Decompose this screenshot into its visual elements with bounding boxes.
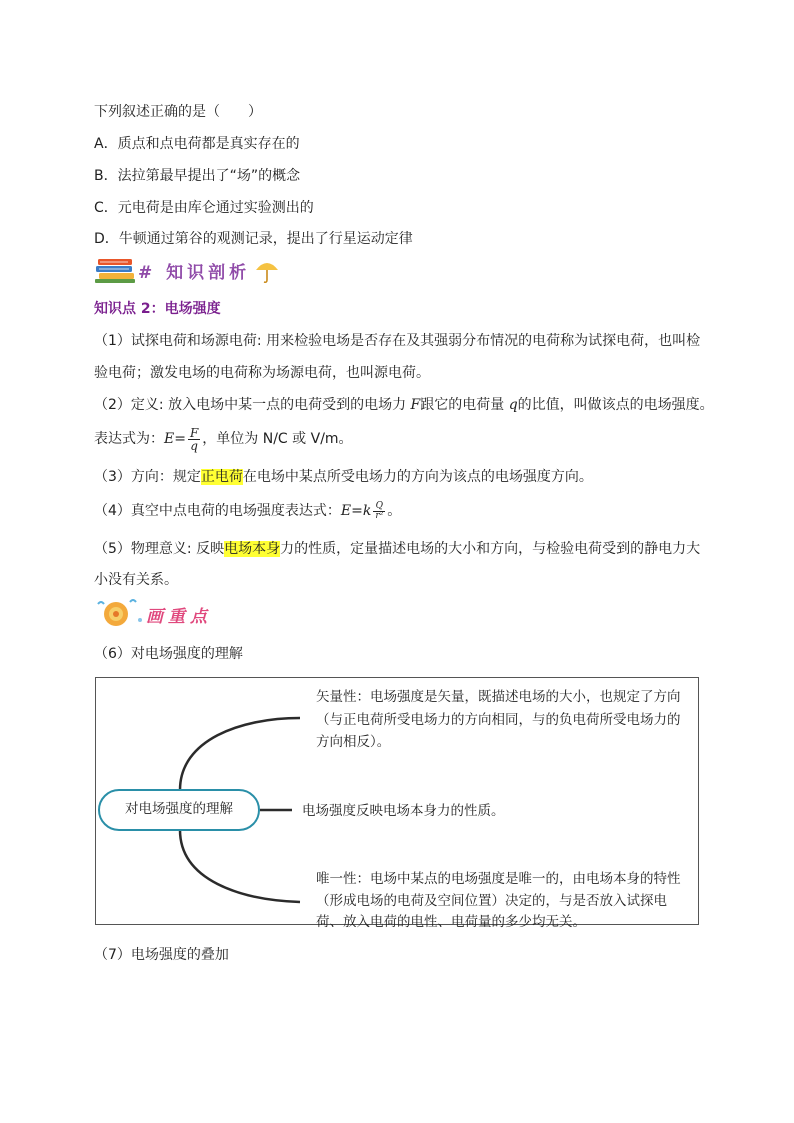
- mindmap-center-node: 对电场强度的理解: [98, 789, 260, 831]
- p4-denominator: r²: [375, 510, 384, 521]
- mindmap-middle: 电场强度反映电场本身力的性质。: [302, 803, 505, 819]
- symbol-q: q: [508, 397, 518, 413]
- expr-numerator: F: [189, 425, 199, 440]
- para-1-line-2: 验电荷；激发电场的电荷称为场源电荷，也叫源电荷。: [94, 365, 430, 381]
- option-d: D．牛顿通过第谷的观测记录，提出了行星运动定律: [94, 231, 413, 247]
- para-2-mid: 跟它的电荷量: [420, 397, 509, 413]
- para-2-pre: （2）定义: 放入电场中某一点的电荷受到的电场力: [94, 397, 411, 413]
- para-5-post: 力的性质，定量描述电场的大小和方向，与检验电荷受到的静电力大: [280, 541, 701, 557]
- para-6: （6）对电场强度的理解: [94, 646, 243, 662]
- expr-post: ，单位为 N/C 或 V/m。: [202, 431, 353, 447]
- mindmap-top-line-2: （与正电荷所受电场力的方向相同，与的负电荷所受电场力的: [316, 712, 681, 728]
- symbol-f: F: [410, 397, 421, 413]
- expr-eq: =: [174, 431, 186, 447]
- p4-k: k: [362, 503, 372, 519]
- para-3-post: 在电场中某点所受电场力的方向为该点的电场强度方向。: [242, 469, 593, 485]
- mindmap-bottom-line-1: 唯一性：电场中某点的电场强度是唯一的，由电场本身的特性: [316, 871, 681, 887]
- p4-e: E: [340, 503, 352, 519]
- mindmap-top-line-3: 方向相反）。: [316, 734, 391, 750]
- para-2-post: 的比值，叫做该点的电场强度。: [517, 397, 714, 413]
- option-b: B．法拉第最早提出了“场”的概念: [94, 168, 301, 184]
- option-a: A．质点和点电荷都是真实存在的: [94, 136, 300, 152]
- highlight-positive-charge: 正电荷: [200, 469, 243, 485]
- expr-denominator: q: [190, 438, 198, 453]
- para-3-pre: （3）方向：规定: [94, 469, 201, 485]
- question-stem: 下列叙述正确的是（ ）: [94, 104, 262, 120]
- p4-numerator: Q: [373, 502, 385, 512]
- mindmap-bottom-line-2: （形成电场的电荷及空间位置）决定的，与是否放入试探电: [316, 893, 667, 909]
- para-7: （7）电场强度的叠加: [94, 947, 229, 963]
- expr-e: E: [164, 431, 175, 447]
- option-c: C．元电荷是由库仑通过实验测出的: [94, 200, 314, 216]
- p4-end: 。: [387, 503, 402, 519]
- knowledge-point-title: 知识点 2：电场强度: [94, 301, 221, 317]
- para-5-line-2: 小没有关系。: [94, 572, 178, 588]
- banner-title: # 知识剖析: [138, 263, 251, 283]
- highlight-field-itself: 电场本身: [224, 541, 281, 557]
- mindmap-top-line-1: 矢量性：电场强度是矢量，既描述电场的大小，也规定了方向: [316, 689, 681, 705]
- expr-pre: 表达式为：: [94, 431, 164, 447]
- para-5-pre: （5）物理意义: 反映: [94, 541, 225, 557]
- mindmap-bottom-line-3: 荷、放入电荷的电性、电荷量的多少均无关。: [316, 914, 586, 930]
- para-1-line-1: （1）试探电荷和场源电荷: 用来检验电场是否存在及其强弱分布情况的电荷称为试探电荷，也叫检: [94, 333, 701, 349]
- para-4-pre: （4）真空中点电荷的电场强度表达式：: [94, 503, 341, 519]
- key-points-title: 画重点: [146, 607, 212, 627]
- p4-eq: =: [351, 503, 363, 519]
